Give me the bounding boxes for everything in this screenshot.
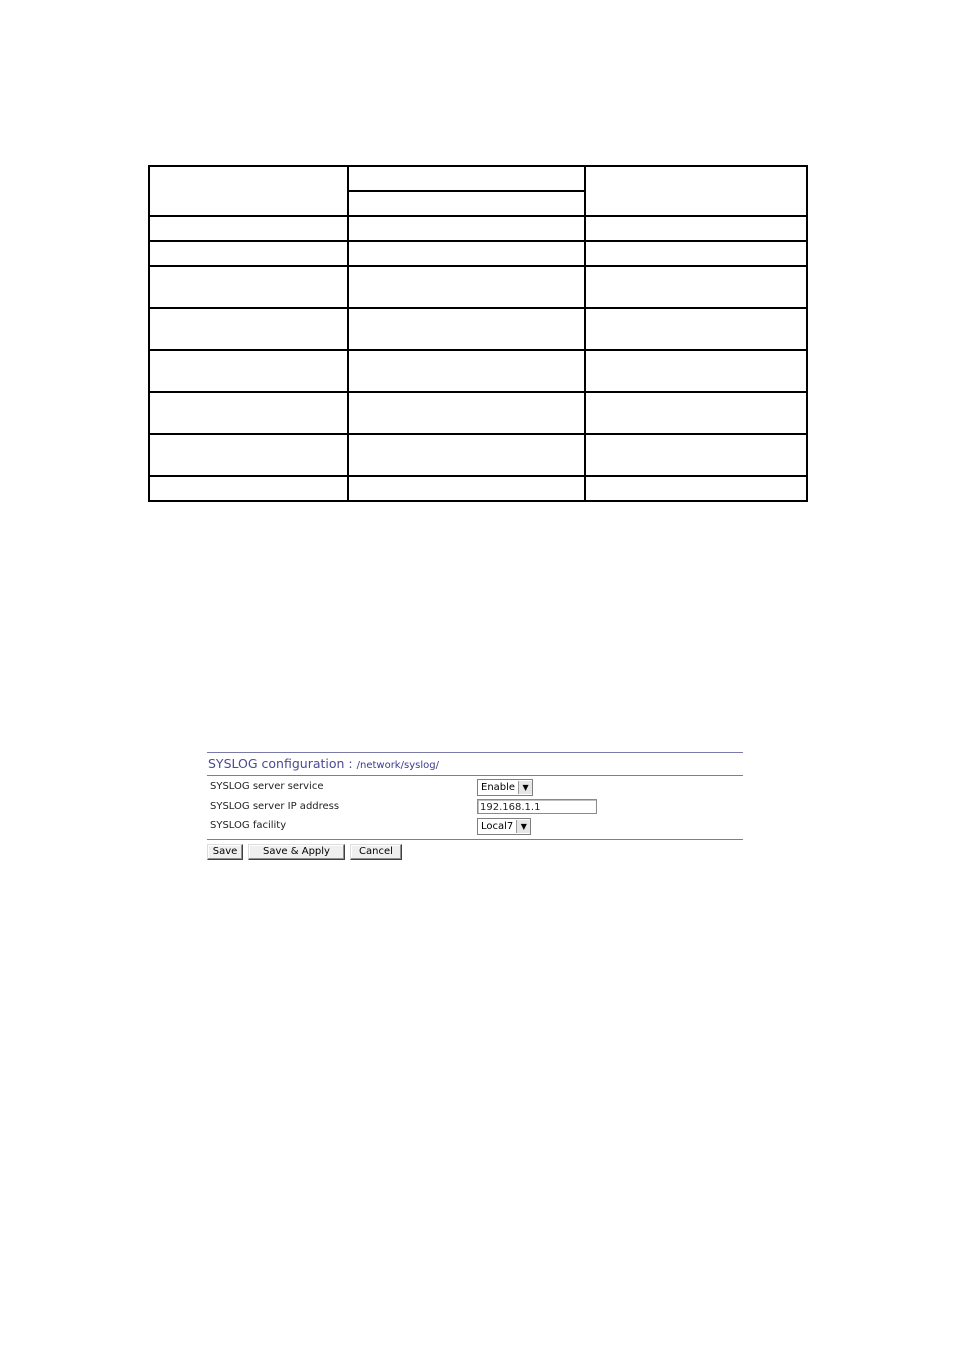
settings-list [207,776,743,837]
table-cell [585,308,807,350]
server-ip-label: SYSLOG server IP address [210,800,340,812]
server-service-value: Enable [481,782,516,793]
chevron-down-icon[interactable]: ▼ [518,781,532,794]
panel-title: SYSLOG configuration : [208,756,353,771]
table-cell [348,241,585,266]
syslog-config-panel [207,752,743,860]
table-row [149,216,807,241]
panel-header [207,753,743,775]
table-cell [585,350,807,392]
table-cell [585,476,807,501]
table-cell [585,166,807,216]
table-cell [348,476,585,501]
breadcrumb-network[interactable]: network [359,760,401,771]
table-cell [585,216,807,241]
table-cell [149,266,348,308]
breadcrumb-separator: / [400,760,404,771]
table-row [149,392,807,434]
button-bar [207,840,743,860]
table-cell [585,392,807,434]
server-service-select[interactable] [477,779,533,796]
table-cell [348,434,585,476]
table-cell [585,241,807,266]
breadcrumb-syslog[interactable]: syslog [403,760,436,771]
table-cell [348,308,585,350]
breadcrumb-separator: / [356,760,360,771]
server-service-label: SYSLOG server service [210,781,324,792]
setting-row-facility [207,817,743,837]
breadcrumb-separator: / [435,760,439,771]
facility-label: SYSLOG facility [210,820,287,831]
breadcrumb [357,760,439,771]
table-cell [149,476,348,501]
table-row [149,476,807,501]
setting-row-server-ip [207,798,743,818]
table-cell [149,350,348,392]
server-ip-input[interactable]: 192.168.1.1 [477,799,597,814]
save-button[interactable]: Save [207,844,243,860]
save-apply-button[interactable]: Save & Apply [248,844,345,860]
table-cell [149,241,348,266]
table-cell [348,166,585,191]
table-cell [149,216,348,241]
table-row [149,434,807,476]
table-row [149,266,807,308]
table-row [149,241,807,266]
cancel-button[interactable]: Cancel [350,844,402,860]
facility-value: Local7 [481,821,514,832]
setting-row-server-service [207,778,743,798]
table-row [149,350,807,392]
table-cell [348,191,585,216]
table-cell [585,266,807,308]
table-row [149,308,807,350]
table-cell [149,392,348,434]
empty-table [148,165,808,502]
table-cell [348,216,585,241]
table-cell [348,266,585,308]
facility-select[interactable] [477,818,531,835]
table-cell [149,166,348,216]
table-cell [348,392,585,434]
table-cell [585,434,807,476]
table-row [149,166,807,191]
table-cell [149,308,348,350]
chevron-down-icon[interactable]: ▼ [516,820,530,833]
table-cell [348,350,585,392]
table-cell [149,434,348,476]
